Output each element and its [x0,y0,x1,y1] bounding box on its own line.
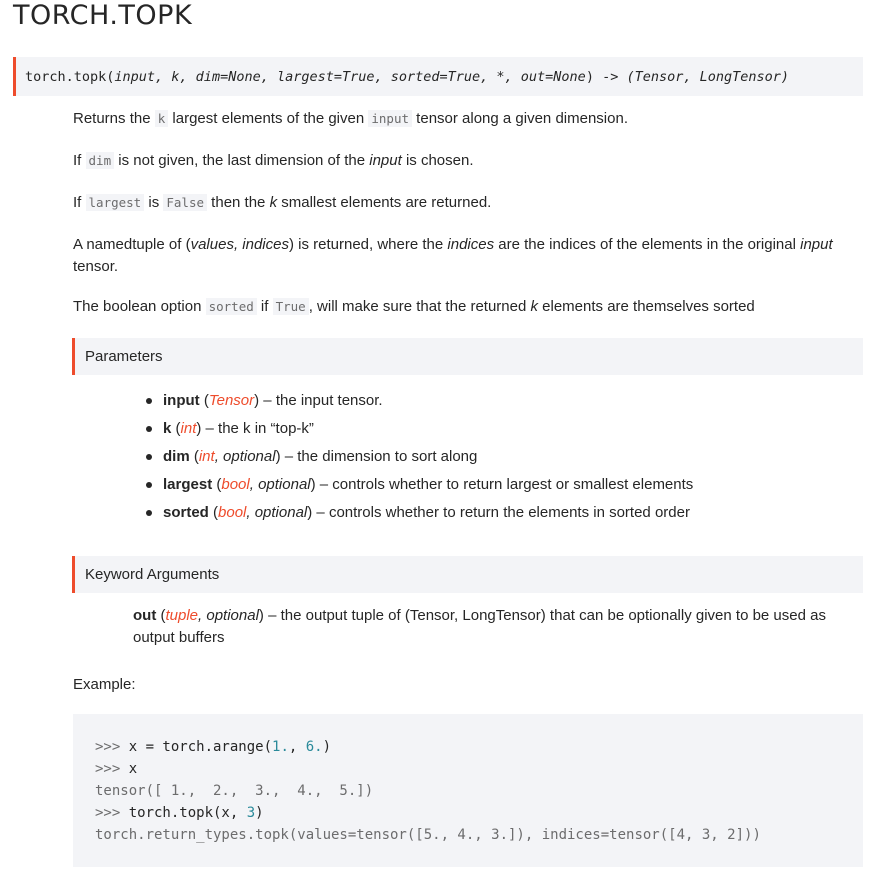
inline-code: False [163,194,207,211]
text: is chosen. [401,152,474,169]
param-name: k [163,420,172,437]
inline-code: k [155,110,169,127]
text: then the [207,194,270,211]
text: smallest elements are returned. [277,194,492,211]
emphasis: indices [447,236,495,253]
param-type-link[interactable]: Tensor [208,392,255,409]
param-name: input [163,392,200,409]
description-paragraph-2 [73,150,474,172]
text: ) is returned, where the [288,236,448,253]
emphasis: k [530,298,538,315]
parameters-list [140,390,693,530]
example-label: Example: [73,676,136,693]
list-item [140,474,693,502]
emphasis: input [800,236,833,253]
bullet-icon [146,482,152,488]
param-desc: ) – the k in “top-k” [196,420,314,437]
text: are the indices of the elements in the original [494,236,801,253]
text: A namedtuple of ( [73,236,191,253]
function-signature [13,57,863,96]
param-desc: ) – the dimension to sort along [275,448,478,465]
text: If [73,152,86,169]
param-name: dim [163,448,190,465]
keyword-argument-out [133,605,853,649]
text: largest elements of the given [168,110,369,127]
param-desc: ) – the input tensor. [254,392,383,409]
code-example[interactable] [73,714,863,867]
code-text: torch.topk(x, [128,805,247,821]
keyword-arguments-heading: Keyword Arguments [72,556,863,593]
prompt: >>> [95,805,129,821]
code-number: 1. [272,739,289,755]
list-item [140,446,693,474]
code-number: 6. [305,739,323,755]
text: ( [199,392,209,409]
param-optional: , optional [198,607,259,624]
description-paragraph-3 [73,192,491,214]
param-optional: , optional [246,504,308,521]
inline-code: True [273,298,309,315]
list-item [140,418,693,446]
list-item [140,502,693,530]
code-output-line: torch.return_types.topk(values=tensor([5., 4., 3.]), indices=tensor([4, 3, 2])) [95,827,761,843]
prompt: >>> [95,739,129,755]
param-optional: , optional [249,476,311,493]
code-text: x = torch.arange( [128,739,273,755]
emphasis: k [269,194,278,211]
inline-code: sorted [206,298,257,315]
bullet-icon [146,398,152,404]
code-output-line: tensor([ 1., 2., 3., 4., 5.]) [95,783,374,799]
code-text: x [128,761,138,777]
text: is not given, the last dimension of the [114,152,370,169]
signature-params: input, k, dim=None, largest=True, sorted=True, *, out=None [114,69,586,85]
signature-close: ) [585,69,594,85]
text: ( [212,476,222,493]
code-line [95,802,863,824]
inline-code: dim [86,152,115,169]
signature-arrow: -> [593,69,627,85]
signature-function-name: torch.topk( [25,69,115,85]
param-type-link[interactable]: int [180,420,197,437]
param-desc: ) – controls whether to return the elements in sorted order [307,504,690,521]
prompt: >>> [95,761,129,777]
text: If [73,194,86,211]
text: is [144,194,164,211]
param-type-link[interactable]: tuple [165,607,199,624]
text: The boolean option [73,298,206,315]
code-text: , [288,739,306,755]
text: Returns the [73,110,155,127]
param-name: out [133,607,157,624]
param-type-link[interactable]: bool [218,504,247,521]
signature-returns: (Tensor, LongTensor) [626,69,790,85]
text: , will make sure that the returned [308,298,531,315]
code-line [95,736,863,758]
param-desc: ) – controls whether to return largest or smallest elements [310,476,694,493]
parameters-heading: Parameters [72,338,863,375]
inline-code: largest [86,194,145,211]
bullet-icon [146,454,152,460]
param-desc: ) – the output tuple of (Tensor, LongTensor) that can be optionally given to be used as output buffers [133,607,826,646]
bullet-icon [146,510,152,516]
text: elements are themselves sorted [538,298,755,315]
param-name: sorted [163,504,209,521]
list-item [140,390,693,418]
param-name: largest [163,476,213,493]
text: ( [171,420,181,437]
text: ( [156,607,166,624]
param-type-link[interactable]: int [198,448,215,465]
emphasis: input [369,152,402,169]
text: ( [208,504,219,521]
bullet-icon [146,426,152,432]
inline-code: input [368,110,412,127]
param-optional: , optional [214,448,276,465]
code-text: ) [255,805,264,821]
description-paragraph-1 [73,108,628,130]
text: tensor. [73,258,119,275]
param-type-link[interactable]: bool [221,476,250,493]
text: ( [189,448,199,465]
emphasis: values, indices [190,236,289,253]
text: if [256,298,273,315]
description-paragraph-5 [73,296,755,318]
page-title: TORCH.TOPK [13,0,193,31]
code-line [95,758,863,780]
code-number: 3 [246,805,256,821]
description-paragraph-4 [73,234,833,278]
text: tensor along a given dimension. [412,110,628,127]
code-text: ) [322,739,332,755]
